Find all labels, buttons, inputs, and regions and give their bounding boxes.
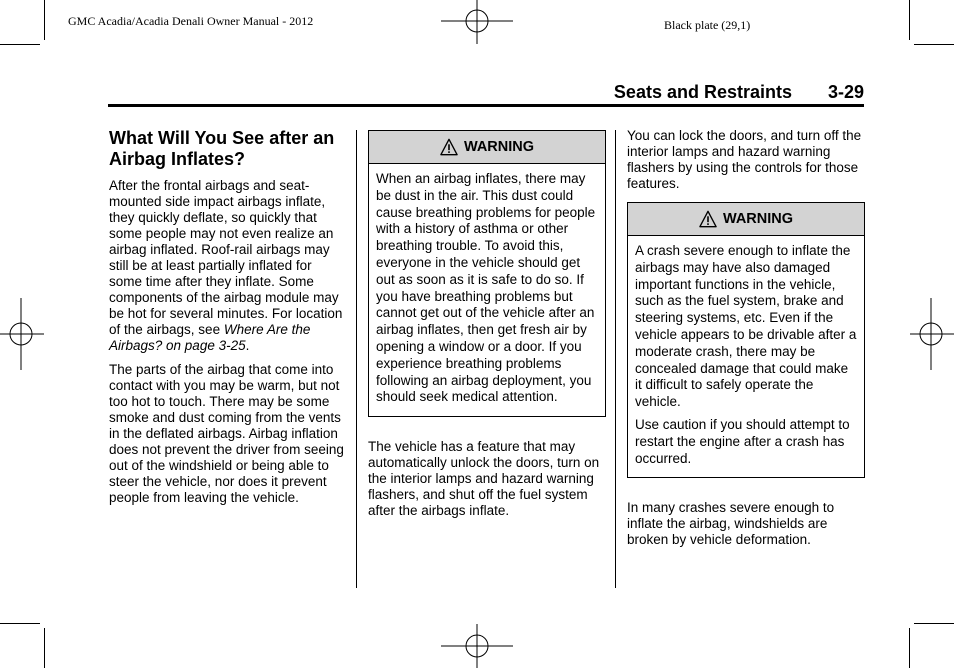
page-number: 3-29	[827, 82, 864, 102]
paragraph	[109, 178, 347, 354]
warning-text: When an airbag inflates, there may be dust in the air. This dust could cause breathing problems for people with a history of asthma or other breathing trouble. To avoid this, everyone in the vehicle should get out as soon as it is safe to do so. If you have breathing problems but cannot get out of the vehicle after an airbag inflates, then get fresh air by opening a window or a door. If you experience breathing problems following an airbag deployment, you should seek medical attention.	[376, 171, 596, 405]
crop-mark-bottom-left-v	[44, 628, 45, 668]
paragraph: The vehicle has a feature that may automatically unlock the doors, turn on the interior lamps and hazard warning flashers, and shut off the fuel system after the airbags inflate.	[368, 439, 600, 519]
registration-mark-icon	[0, 298, 44, 370]
crop-mark-bottom-right-h	[914, 623, 954, 624]
warning-header	[369, 131, 605, 164]
page-header	[108, 80, 864, 107]
section-title: Seats and Restraints	[613, 82, 792, 102]
crop-mark-top-left-v	[44, 0, 45, 40]
registration-mark-icon	[441, 624, 513, 668]
warning-text: Use caution if you should attempt to restart the engine after a crash has occurred.	[635, 416, 850, 466]
column-1	[109, 128, 347, 514]
warning-title: WARNING	[463, 139, 535, 155]
warning-triangle-icon	[699, 210, 717, 228]
registration-mark-icon	[441, 0, 513, 44]
warning-triangle-icon	[440, 138, 458, 156]
warning-text: A crash severe enough to inflate the airbags may have also damaged important functions in the vehicle, such as the fuel system, brake and steering systems, etc. Even if the vehicle appears to be drivable after a moderate crash, there may be concealed damage that could make it difficult to safely operate the vehicle.	[635, 243, 857, 410]
column-3	[627, 128, 865, 556]
crop-mark-bottom-right-v	[909, 628, 910, 668]
column-divider	[356, 130, 357, 588]
paragraph-end: .	[245, 338, 250, 353]
warning-body	[628, 236, 864, 477]
paragraph: In many crashes severe enough to inflate the airbag, windshields are broken by vehicle deformation.	[627, 500, 835, 548]
manual-title: GMC Acadia/Acadia Denali Owner Manual - 2012	[68, 14, 314, 28]
section-heading: What Will You See after an Airbag Inflates?	[109, 128, 335, 169]
warning-header	[628, 203, 864, 236]
crop-mark-top-left-h	[0, 44, 40, 45]
warning-box	[368, 130, 606, 417]
crop-mark-bottom-left-h	[0, 623, 40, 624]
paragraph: The parts of the airbag that come into contact with you may be warm, but not too hot to touch. There may be some smoke and dust coming from the vents in the deflated airbags. Airbag inflation does not prevent the driver from seeing out of the windshield or being able to steer the vehicle, nor does it prevent people from leaving the vehicle.	[109, 362, 344, 505]
warning-body	[369, 164, 605, 416]
warning-title: WARNING	[722, 211, 794, 227]
crop-mark-top-right-v	[909, 0, 910, 40]
paragraph: You can lock the doors, and turn off the interior lamps and hazard warning flashers by using the controls for those features.	[627, 128, 862, 191]
warning-box	[627, 202, 865, 478]
cross-reference-link[interactable]: Where Are the Airbags? on page 3-25	[109, 322, 311, 353]
crop-mark-top-right-h	[914, 44, 954, 45]
column-divider	[615, 130, 616, 588]
column-2	[368, 130, 606, 527]
plate-label: Black plate (29,1)	[664, 18, 751, 32]
registration-mark-icon	[910, 298, 954, 370]
paragraph-text: After the frontal airbags and seat-mounted side impact airbags inflate, they quickly deflate, so quickly that some people may not even realize an airbag inflated. Roof-rail airbags may still be at least partially inflated for some time after they inflate. Some components of the airbag module may be hot for several minutes. For location of the airbags, see	[109, 178, 343, 337]
